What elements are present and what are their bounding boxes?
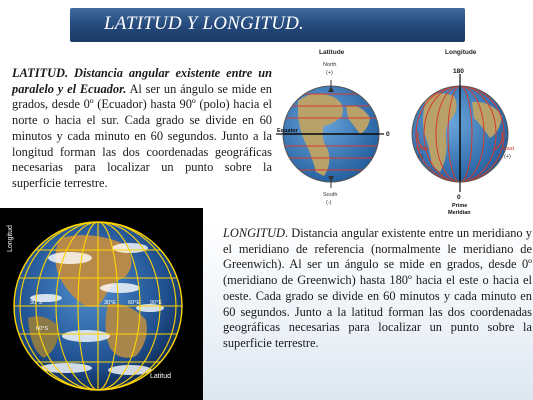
west-sign: (-) — [418, 154, 424, 160]
longitude-title: Longitude — [445, 49, 477, 56]
longitud-label: Longitud — [7, 225, 14, 252]
lon-label-3: 90°E — [150, 300, 162, 306]
latitude-lead: LATITUD. Distancia angular existente entre un paralelo y el Ecuador. — [12, 66, 272, 96]
earth-grid-photo — [0, 208, 203, 400]
east-label: East — [503, 146, 515, 152]
longitude-paragraph — [223, 226, 532, 352]
latitude-body: Al ser un ángulo se mide en grados, desde 0º (Ecuador) hasta 90º (polo) hacia el norte o hacia el sur. Cada grado se divide en 60 minutos y cada minuto en 60 segundos. Junto a la longitud forman las dos coordenadas geográficas necesarias para localizar un punto sobre la superficie terrestre. — [12, 81, 273, 190]
lon-label-2: 60°E — [128, 300, 140, 306]
latitude-title: Latitude — [319, 49, 345, 56]
longitude-lead: LONGITUD — [223, 226, 285, 240]
lat-label-2: 60°S — [36, 326, 48, 332]
lat-lon-diagram — [276, 46, 533, 218]
equator-label: Equator — [277, 128, 298, 134]
south-sign: (-) — [326, 200, 332, 206]
title-bar — [70, 8, 465, 42]
lon-label-1: 30°E — [104, 300, 116, 306]
west-label: West — [416, 146, 429, 152]
prime-meridian-line1: Prime — [452, 203, 468, 209]
lon-bottom-value: 0 — [457, 194, 461, 201]
slide-title: LATITUD Y LONGITUD. — [104, 13, 305, 34]
longitude-body: . Distancia angular existente entre un meridiano y el meridiano de referencia (normalmente le meridiano de Greenwich). Al ser un ángulo se mide en grados, desde 0º (meridiano de Greenwich) hasta 180º hacia el este o hacia el oeste. Cada grado se divide en 60 minutos y cada minuto en 60 segundos. Junto a la latitud forman las dos coordenadas geográficas necesarias para localizar un punto sobre la superficie terrestre. — [223, 226, 532, 350]
prime-meridian-line2: Meridian — [448, 210, 471, 216]
south-label: South — [323, 192, 338, 198]
north-sign: (+) — [326, 70, 333, 76]
north-label: North — [323, 62, 337, 68]
lat-label-1: 30°S — [30, 300, 42, 306]
latitud-label: Latitud — [150, 373, 172, 380]
lon-top-value: 180 — [453, 68, 464, 75]
east-sign: (+) — [504, 154, 511, 160]
equator-value: 0 — [386, 131, 390, 138]
latitude-paragraph — [12, 66, 272, 192]
